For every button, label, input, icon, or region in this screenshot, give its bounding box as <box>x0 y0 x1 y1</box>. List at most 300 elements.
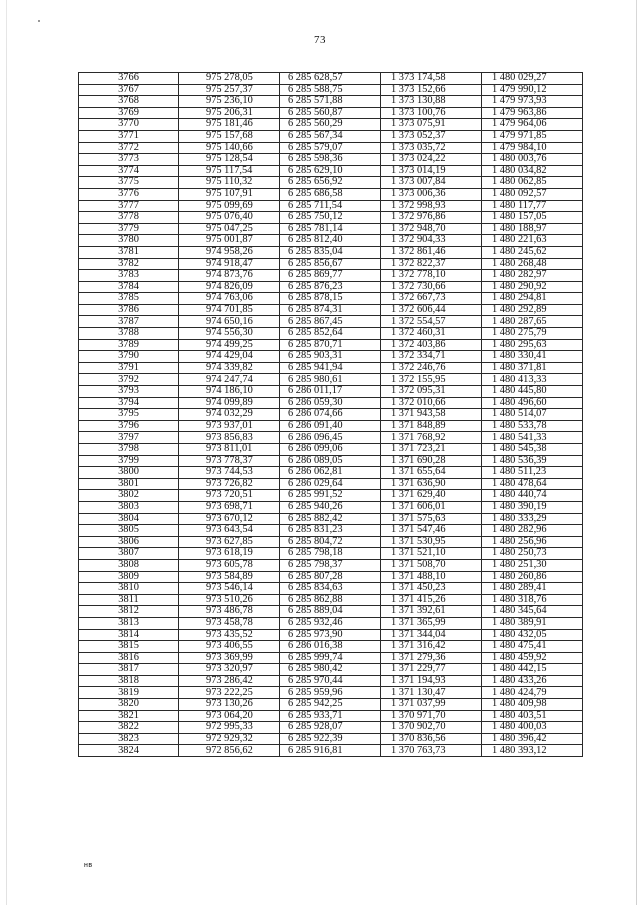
coord-x2-cell: 1 372 554,57 <box>381 316 482 328</box>
table-row <box>79 154 583 166</box>
table-row <box>79 559 583 571</box>
coord-x2-cell: 1 372 246,76 <box>381 362 482 374</box>
coord-y-cell: 6 286 029,64 <box>280 478 381 490</box>
table-row <box>79 165 583 177</box>
coord-x-cell: 973 778,37 <box>179 455 280 467</box>
coord-y-cell: 6 286 099,06 <box>280 444 381 456</box>
coord-x-cell: 972 929,32 <box>179 733 280 745</box>
table-row <box>79 130 583 142</box>
coord-y2-cell: 1 480 536,39 <box>482 455 583 467</box>
coord-x2-cell: 1 373 006,36 <box>381 188 482 200</box>
coord-y-cell: 6 285 932,46 <box>280 617 381 629</box>
coord-x2-cell: 1 371 037,99 <box>381 699 482 711</box>
point-number-cell: 3811 <box>79 594 179 606</box>
table-row <box>79 270 583 282</box>
point-number-cell: 3818 <box>79 675 179 687</box>
page-number: 73 <box>314 34 326 46</box>
coord-x2-cell: 1 373 052,37 <box>381 130 482 142</box>
table-row <box>79 548 583 560</box>
coord-x-cell: 975 047,25 <box>179 223 280 235</box>
coord-y-cell: 6 286 016,38 <box>280 641 381 653</box>
table-row <box>79 710 583 722</box>
table-row <box>79 362 583 374</box>
table-row <box>79 397 583 409</box>
coord-y2-cell: 1 480 514,07 <box>482 409 583 421</box>
coord-x-cell: 975 257,37 <box>179 84 280 96</box>
table-row <box>79 258 583 270</box>
table-row <box>79 177 583 189</box>
coord-x2-cell: 1 371 848,89 <box>381 420 482 432</box>
coord-y-cell: 6 285 807,28 <box>280 571 381 583</box>
table-row <box>79 501 583 513</box>
point-number-cell: 3804 <box>79 513 179 525</box>
point-number-cell: 3800 <box>79 467 179 479</box>
coord-y2-cell: 1 480 413,33 <box>482 374 583 386</box>
coord-x-cell: 973 937,01 <box>179 420 280 432</box>
table-row <box>79 629 583 641</box>
scan-speck <box>38 20 40 22</box>
coord-y2-cell: 1 480 432,05 <box>482 629 583 641</box>
table-row <box>79 467 583 479</box>
table-row <box>79 583 583 595</box>
point-number-cell: 3775 <box>79 177 179 189</box>
coord-x-cell: 974 339,82 <box>179 362 280 374</box>
coord-y2-cell: 1 480 034,82 <box>482 165 583 177</box>
coord-x-cell: 973 546,14 <box>179 583 280 595</box>
coord-x2-cell: 1 371 392,61 <box>381 606 482 618</box>
coord-y-cell: 6 285 928,07 <box>280 722 381 734</box>
coord-x-cell: 974 499,25 <box>179 339 280 351</box>
point-number-cell: 3819 <box>79 687 179 699</box>
coord-x2-cell: 1 371 768,92 <box>381 432 482 444</box>
coord-x2-cell: 1 372 730,66 <box>381 281 482 293</box>
coord-x2-cell: 1 373 007,84 <box>381 177 482 189</box>
coord-x2-cell: 1 372 976,86 <box>381 212 482 224</box>
coord-y2-cell: 1 480 295,63 <box>482 339 583 351</box>
coord-y-cell: 6 286 091,40 <box>280 420 381 432</box>
coord-y2-cell: 1 480 459,92 <box>482 652 583 664</box>
point-number-cell: 3803 <box>79 501 179 513</box>
coord-y2-cell: 1 480 345,64 <box>482 606 583 618</box>
coord-x-cell: 973 130,26 <box>179 699 280 711</box>
point-number-cell: 3797 <box>79 432 179 444</box>
coord-x-cell: 973 320,97 <box>179 664 280 676</box>
coord-x2-cell: 1 371 530,95 <box>381 536 482 548</box>
coord-x-cell: 973 811,01 <box>179 444 280 456</box>
table-row <box>79 73 583 85</box>
coord-y-cell: 6 285 941,94 <box>280 362 381 374</box>
coord-x2-cell: 1 371 229,77 <box>381 664 482 676</box>
coord-y2-cell: 1 480 390,19 <box>482 501 583 513</box>
coord-y2-cell: 1 480 445,80 <box>482 386 583 398</box>
coord-y-cell: 6 285 999,74 <box>280 652 381 664</box>
coord-y2-cell: 1 480 250,73 <box>482 548 583 560</box>
coord-y2-cell: 1 479 973,93 <box>482 96 583 108</box>
coord-y2-cell: 1 480 117,77 <box>482 200 583 212</box>
coord-y-cell: 6 285 856,67 <box>280 258 381 270</box>
coord-x2-cell: 1 372 010,66 <box>381 397 482 409</box>
coord-x-cell: 974 918,47 <box>179 258 280 270</box>
point-number-cell: 3788 <box>79 328 179 340</box>
coord-x2-cell: 1 371 344,04 <box>381 629 482 641</box>
coord-y2-cell: 1 480 221,63 <box>482 235 583 247</box>
table-row <box>79 490 583 502</box>
table-row <box>79 525 583 537</box>
point-number-cell: 3798 <box>79 444 179 456</box>
coord-x-cell: 975 278,05 <box>179 73 280 85</box>
coord-y2-cell: 1 480 433,26 <box>482 675 583 687</box>
coord-x2-cell: 1 371 521,10 <box>381 548 482 560</box>
table-row <box>79 212 583 224</box>
coord-y2-cell: 1 480 289,41 <box>482 583 583 595</box>
point-number-cell: 3778 <box>79 212 179 224</box>
coord-x2-cell: 1 372 095,31 <box>381 386 482 398</box>
table-row <box>79 246 583 258</box>
coord-y-cell: 6 285 862,88 <box>280 594 381 606</box>
coord-y2-cell: 1 479 963,86 <box>482 107 583 119</box>
point-number-cell: 3808 <box>79 559 179 571</box>
coord-y-cell: 6 285 834,63 <box>280 583 381 595</box>
coord-y2-cell: 1 480 409,98 <box>482 699 583 711</box>
coord-x2-cell: 1 371 636,90 <box>381 478 482 490</box>
coord-y2-cell: 1 480 424,79 <box>482 687 583 699</box>
coord-y-cell: 6 285 878,15 <box>280 293 381 305</box>
table-row <box>79 432 583 444</box>
coord-x2-cell: 1 372 861,46 <box>381 246 482 258</box>
table-row <box>79 235 583 247</box>
coord-y-cell: 6 285 933,71 <box>280 710 381 722</box>
coord-x-cell: 975 099,69 <box>179 200 280 212</box>
coord-y2-cell: 1 480 292,89 <box>482 304 583 316</box>
coord-y-cell: 6 286 096,45 <box>280 432 381 444</box>
coord-x-cell: 973 605,78 <box>179 559 280 571</box>
scan-edge-right <box>636 0 637 905</box>
coord-x2-cell: 1 370 836,56 <box>381 733 482 745</box>
coord-y-cell: 6 285 959,96 <box>280 687 381 699</box>
coord-x-cell: 975 107,91 <box>179 188 280 200</box>
coord-x-cell: 974 247,74 <box>179 374 280 386</box>
table-row <box>79 733 583 745</box>
table-row <box>79 96 583 108</box>
coord-y-cell: 6 285 870,71 <box>280 339 381 351</box>
coord-y2-cell: 1 480 533,78 <box>482 420 583 432</box>
coord-y-cell: 6 285 852,64 <box>280 328 381 340</box>
coord-y-cell: 6 285 903,31 <box>280 351 381 363</box>
coord-y-cell: 6 286 062,81 <box>280 467 381 479</box>
coord-y-cell: 6 285 940,26 <box>280 501 381 513</box>
coord-y-cell: 6 285 991,52 <box>280 490 381 502</box>
coord-y2-cell: 1 480 275,79 <box>482 328 583 340</box>
table-row <box>79 594 583 606</box>
coord-y2-cell: 1 480 389,91 <box>482 617 583 629</box>
coord-y2-cell: 1 480 268,48 <box>482 258 583 270</box>
coord-x-cell: 973 627,85 <box>179 536 280 548</box>
coord-y2-cell: 1 480 287,65 <box>482 316 583 328</box>
coord-y-cell: 6 285 579,07 <box>280 142 381 154</box>
coord-x2-cell: 1 371 547,46 <box>381 525 482 537</box>
coord-x2-cell: 1 371 690,28 <box>381 455 482 467</box>
coord-y-cell: 6 285 882,42 <box>280 513 381 525</box>
point-number-cell: 3824 <box>79 745 179 757</box>
table-row <box>79 339 583 351</box>
scan-edge-left <box>6 0 7 905</box>
coord-x2-cell: 1 372 334,71 <box>381 351 482 363</box>
coord-y-cell: 6 285 831,23 <box>280 525 381 537</box>
point-number-cell: 3771 <box>79 130 179 142</box>
table-row <box>79 675 583 687</box>
coord-x2-cell: 1 371 508,70 <box>381 559 482 571</box>
coord-x-cell: 973 435,52 <box>179 629 280 641</box>
point-number-cell: 3822 <box>79 722 179 734</box>
coord-x-cell: 974 099,89 <box>179 397 280 409</box>
table-row <box>79 606 583 618</box>
coord-x2-cell: 1 371 488,10 <box>381 571 482 583</box>
coord-x-cell: 975 076,40 <box>179 212 280 224</box>
coord-x2-cell: 1 372 822,37 <box>381 258 482 270</box>
coord-y-cell: 6 285 812,40 <box>280 235 381 247</box>
point-number-cell: 3795 <box>79 409 179 421</box>
coord-x-cell: 975 140,66 <box>179 142 280 154</box>
coord-y2-cell: 1 480 396,42 <box>482 733 583 745</box>
point-number-cell: 3799 <box>79 455 179 467</box>
coord-x-cell: 974 556,30 <box>179 328 280 340</box>
coord-y2-cell: 1 480 003,76 <box>482 154 583 166</box>
coord-y2-cell: 1 480 294,81 <box>482 293 583 305</box>
coord-x-cell: 974 650,16 <box>179 316 280 328</box>
table-row <box>79 223 583 235</box>
coord-y-cell: 6 285 876,23 <box>280 281 381 293</box>
coord-x-cell: 975 157,68 <box>179 130 280 142</box>
coord-x-cell: 973 510,26 <box>179 594 280 606</box>
coord-y2-cell: 1 480 092,57 <box>482 188 583 200</box>
coord-y2-cell: 1 479 984,10 <box>482 142 583 154</box>
coord-y-cell: 6 286 059,30 <box>280 397 381 409</box>
coord-y-cell: 6 285 970,44 <box>280 675 381 687</box>
coord-y2-cell: 1 480 290,92 <box>482 281 583 293</box>
coord-x2-cell: 1 373 152,66 <box>381 84 482 96</box>
coord-y2-cell: 1 479 964,06 <box>482 119 583 131</box>
coord-y2-cell: 1 480 188,97 <box>482 223 583 235</box>
point-number-cell: 3820 <box>79 699 179 711</box>
table-row <box>79 617 583 629</box>
table-row <box>79 722 583 734</box>
table-row <box>79 641 583 653</box>
coord-x2-cell: 1 371 606,01 <box>381 501 482 513</box>
coord-y-cell: 6 285 922,39 <box>280 733 381 745</box>
table-row <box>79 188 583 200</box>
point-number-cell: 3805 <box>79 525 179 537</box>
coord-y2-cell: 1 480 403,51 <box>482 710 583 722</box>
table-row <box>79 316 583 328</box>
coordinates-table <box>78 72 583 757</box>
coord-y2-cell: 1 480 282,96 <box>482 525 583 537</box>
point-number-cell: 3769 <box>79 107 179 119</box>
coord-x-cell: 973 744,53 <box>179 467 280 479</box>
coord-y-cell: 6 285 560,29 <box>280 119 381 131</box>
coord-x2-cell: 1 371 723,21 <box>381 444 482 456</box>
table-row <box>79 455 583 467</box>
coord-x-cell: 973 726,82 <box>179 478 280 490</box>
coord-x2-cell: 1 372 403,86 <box>381 339 482 351</box>
coord-x-cell: 972 995,33 <box>179 722 280 734</box>
point-number-cell: 3774 <box>79 165 179 177</box>
coord-x-cell: 973 286,42 <box>179 675 280 687</box>
coord-x2-cell: 1 371 629,40 <box>381 490 482 502</box>
coord-x-cell: 975 206,31 <box>179 107 280 119</box>
coord-y2-cell: 1 480 442,15 <box>482 664 583 676</box>
coord-x2-cell: 1 371 279,36 <box>381 652 482 664</box>
table-row <box>79 687 583 699</box>
coord-x-cell: 973 856,83 <box>179 432 280 444</box>
coord-y2-cell: 1 480 330,41 <box>482 351 583 363</box>
coord-y-cell: 6 285 889,04 <box>280 606 381 618</box>
coord-x-cell: 975 001,87 <box>179 235 280 247</box>
coord-x2-cell: 1 373 014,19 <box>381 165 482 177</box>
coord-y-cell: 6 285 628,57 <box>280 73 381 85</box>
table-row <box>79 142 583 154</box>
coord-x2-cell: 1 371 655,64 <box>381 467 482 479</box>
footer-mark: нв <box>84 862 93 869</box>
coordinates-table-body <box>79 73 583 757</box>
table-row <box>79 536 583 548</box>
table-row <box>79 200 583 212</box>
table-row <box>79 699 583 711</box>
point-number-cell: 3802 <box>79 490 179 502</box>
coord-x-cell: 972 856,62 <box>179 745 280 757</box>
coord-y2-cell: 1 480 245,62 <box>482 246 583 258</box>
coord-y2-cell: 1 480 400,03 <box>482 722 583 734</box>
point-number-cell: 3806 <box>79 536 179 548</box>
point-number-cell: 3785 <box>79 293 179 305</box>
coord-x2-cell: 1 371 575,63 <box>381 513 482 525</box>
point-number-cell: 3792 <box>79 374 179 386</box>
table-row <box>79 420 583 432</box>
coord-y-cell: 6 285 560,87 <box>280 107 381 119</box>
coord-x-cell: 973 618,19 <box>179 548 280 560</box>
coord-x-cell: 973 406,55 <box>179 641 280 653</box>
point-number-cell: 3766 <box>79 73 179 85</box>
coord-y2-cell: 1 480 541,33 <box>482 432 583 444</box>
coord-x2-cell: 1 372 998,93 <box>381 200 482 212</box>
coord-x-cell: 973 720,51 <box>179 490 280 502</box>
coord-x2-cell: 1 373 130,88 <box>381 96 482 108</box>
coord-x-cell: 973 458,78 <box>179 617 280 629</box>
coord-y2-cell: 1 480 333,29 <box>482 513 583 525</box>
point-number-cell: 3773 <box>79 154 179 166</box>
table-row <box>79 513 583 525</box>
point-number-cell: 3768 <box>79 96 179 108</box>
coord-y2-cell: 1 480 157,05 <box>482 212 583 224</box>
coord-y2-cell: 1 480 478,64 <box>482 478 583 490</box>
coord-x2-cell: 1 371 450,23 <box>381 583 482 595</box>
point-number-cell: 3777 <box>79 200 179 212</box>
coord-x-cell: 973 670,12 <box>179 513 280 525</box>
table-row <box>79 281 583 293</box>
coord-y-cell: 6 286 089,05 <box>280 455 381 467</box>
point-number-cell: 3776 <box>79 188 179 200</box>
coord-y2-cell: 1 480 251,30 <box>482 559 583 571</box>
coord-x2-cell: 1 372 667,73 <box>381 293 482 305</box>
coord-x2-cell: 1 373 174,58 <box>381 73 482 85</box>
coord-y2-cell: 1 479 990,12 <box>482 84 583 96</box>
point-number-cell: 3809 <box>79 571 179 583</box>
point-number-cell: 3790 <box>79 351 179 363</box>
table-row <box>79 571 583 583</box>
point-number-cell: 3767 <box>79 84 179 96</box>
coord-y2-cell: 1 480 393,12 <box>482 745 583 757</box>
coord-y-cell: 6 285 942,25 <box>280 699 381 711</box>
point-number-cell: 3813 <box>79 617 179 629</box>
point-number-cell: 3812 <box>79 606 179 618</box>
coord-y2-cell: 1 479 971,85 <box>482 130 583 142</box>
coord-x-cell: 975 110,32 <box>179 177 280 189</box>
coord-x-cell: 974 429,04 <box>179 351 280 363</box>
table-row <box>79 119 583 131</box>
coord-y-cell: 6 285 980,42 <box>280 664 381 676</box>
point-number-cell: 3786 <box>79 304 179 316</box>
coord-x2-cell: 1 370 763,73 <box>381 745 482 757</box>
coord-y-cell: 6 285 804,72 <box>280 536 381 548</box>
point-number-cell: 3814 <box>79 629 179 641</box>
table-row <box>79 107 583 119</box>
coord-y-cell: 6 285 798,37 <box>280 559 381 571</box>
coord-y-cell: 6 285 973,90 <box>280 629 381 641</box>
table-row <box>79 304 583 316</box>
coord-x2-cell: 1 370 902,70 <box>381 722 482 734</box>
coord-y2-cell: 1 480 496,60 <box>482 397 583 409</box>
point-number-cell: 3810 <box>79 583 179 595</box>
table-row <box>79 293 583 305</box>
coord-x-cell: 974 826,09 <box>179 281 280 293</box>
table-row <box>79 664 583 676</box>
table-row <box>79 328 583 340</box>
coord-y-cell: 6 285 656,92 <box>280 177 381 189</box>
coord-y-cell: 6 285 874,31 <box>280 304 381 316</box>
table-row <box>79 351 583 363</box>
coord-y-cell: 6 285 869,77 <box>280 270 381 282</box>
coord-y-cell: 6 285 686,58 <box>280 188 381 200</box>
table-row <box>79 745 583 757</box>
coord-y-cell: 6 285 781,14 <box>280 223 381 235</box>
point-number-cell: 3782 <box>79 258 179 270</box>
coord-y2-cell: 1 480 260,86 <box>482 571 583 583</box>
coord-x-cell: 974 873,76 <box>179 270 280 282</box>
point-number-cell: 3780 <box>79 235 179 247</box>
coord-x-cell: 973 369,99 <box>179 652 280 664</box>
coord-y2-cell: 1 480 475,41 <box>482 641 583 653</box>
table-row <box>79 386 583 398</box>
coord-x-cell: 974 186,10 <box>179 386 280 398</box>
coord-x2-cell: 1 371 316,42 <box>381 641 482 653</box>
coord-x-cell: 973 584,89 <box>179 571 280 583</box>
coord-y-cell: 6 286 011,17 <box>280 386 381 398</box>
coord-x-cell: 975 181,46 <box>179 119 280 131</box>
coord-y-cell: 6 285 750,12 <box>280 212 381 224</box>
coord-y2-cell: 1 480 440,74 <box>482 490 583 502</box>
coord-x2-cell: 1 371 365,99 <box>381 617 482 629</box>
point-number-cell: 3789 <box>79 339 179 351</box>
coord-x-cell: 975 117,54 <box>179 165 280 177</box>
coord-y2-cell: 1 480 062,85 <box>482 177 583 189</box>
coord-x-cell: 974 701,85 <box>179 304 280 316</box>
coord-y-cell: 6 285 588,75 <box>280 84 381 96</box>
coord-x-cell: 973 643,54 <box>179 525 280 537</box>
coord-y-cell: 6 285 867,45 <box>280 316 381 328</box>
coord-x2-cell: 1 371 943,58 <box>381 409 482 421</box>
coord-y-cell: 6 285 629,10 <box>280 165 381 177</box>
coord-y2-cell: 1 480 256,96 <box>482 536 583 548</box>
coord-x2-cell: 1 373 035,72 <box>381 142 482 154</box>
